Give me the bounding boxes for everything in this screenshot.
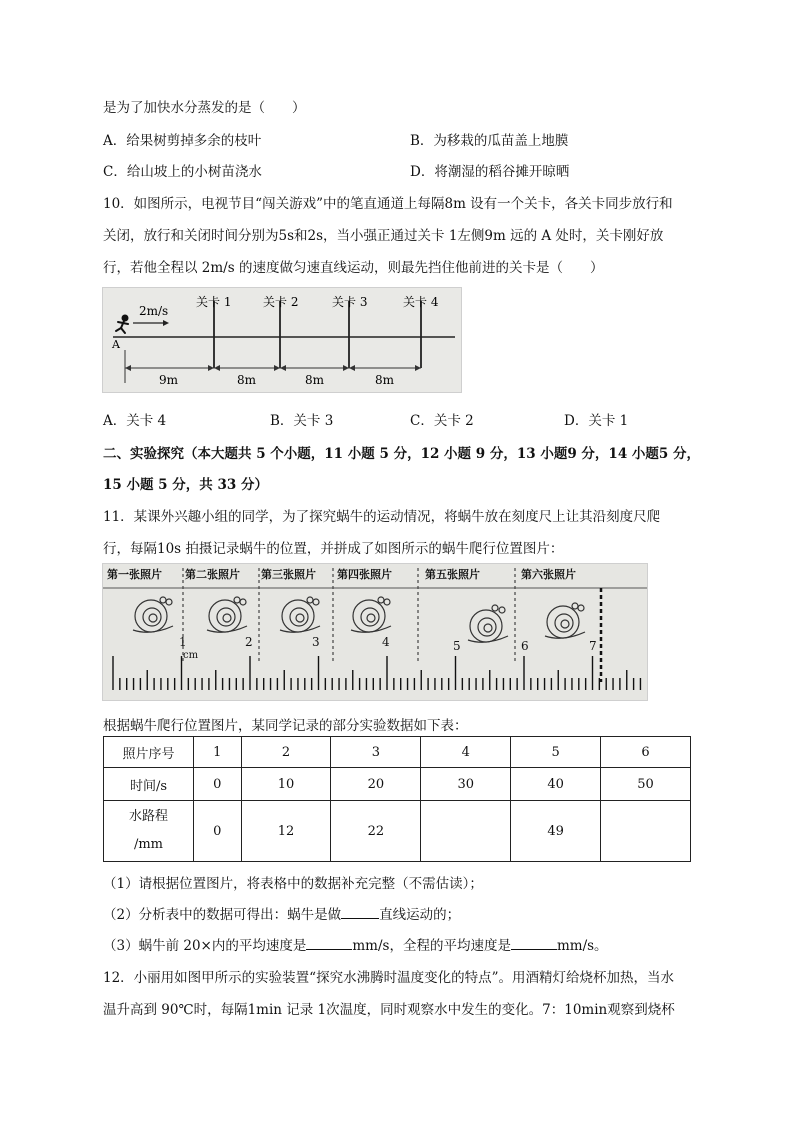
- photo-label-4: 第四张照片: [337, 568, 392, 581]
- q11-data-table: [103, 736, 691, 862]
- ruler-unit: cm: [183, 650, 199, 661]
- table-cell-blank: [601, 801, 691, 862]
- gate-label-4: 关卡 4: [403, 295, 439, 309]
- table-header-cell: 照片序号: [104, 737, 194, 768]
- q9-stem: 是为了加快水分蒸发的是（ ）: [103, 100, 306, 116]
- table-cell: 0: [194, 768, 242, 801]
- ruler-number-3: 3: [312, 635, 320, 649]
- q11-line-2: 行，每隔10s 拍摄记录蜗牛的位置，并拼成了如图所示的蜗牛爬行位置图片：: [103, 541, 564, 557]
- q11-sub-2: [103, 903, 460, 923]
- table-header-distance-unit: /mm: [133, 837, 164, 852]
- ruler-number-6: 6: [521, 639, 529, 653]
- table-cell: 6: [601, 737, 691, 768]
- ruler-number-1: 1: [179, 635, 187, 649]
- distance-label-1: 9m: [159, 373, 179, 387]
- photo-label-6: 第六张照片: [521, 568, 576, 581]
- answer-blank[interactable]: [511, 937, 557, 950]
- q10-option-d: D．关卡 1: [564, 413, 629, 429]
- q10-line-3: 行，若他全程以 2m/s 的速度做匀速直线运动，则最先挡住他前进的关卡是（ ）: [103, 260, 604, 276]
- q11-sub-2-text-a: （2）分析表中的数据可得出：蜗牛是做: [103, 907, 342, 923]
- q10-gate-figure: [102, 287, 462, 393]
- snail-icon-1: [133, 597, 173, 632]
- q11-sub-1: （1）请根据位置图片，将表格中的数据补充完整（不需估读）；: [103, 876, 483, 892]
- q11-sub-3-text-c: mm/s。: [556, 938, 608, 954]
- table-cell: 20: [331, 768, 421, 801]
- q12-line-1: 12．小丽用如图甲所示的实验装置“探究水沸腾时温度变化的特点”。用酒精灯给烧杯加热，当水: [103, 970, 674, 986]
- q11-snail-figure: [102, 563, 648, 701]
- table-header-cell: [104, 801, 194, 862]
- q9-option-a: A．给果树剪掉多余的枝叶: [103, 133, 262, 149]
- snail-icon-4: [351, 597, 391, 632]
- table-row-time: [104, 768, 691, 801]
- ruler-number-4: 4: [382, 635, 390, 649]
- q11-line-1: 11．某课外兴趣小组的同学，为了探究蜗牛的运动情况，将蜗牛放在刻度尺上让其沿刻度尺爬: [103, 509, 661, 525]
- distance-label-4: 8m: [375, 373, 395, 387]
- q11-sub-2-text-b: 直线运动的；: [379, 907, 461, 923]
- q11-sub-3-text-a: （3）蜗牛前 20×内的平均速度是: [103, 938, 307, 954]
- speed-label: 2m/s: [139, 304, 169, 318]
- photo-label-3: 第三张照片: [261, 568, 316, 581]
- gate-label-2: 关卡 2: [263, 295, 299, 309]
- photo-label-5: 第五张照片: [425, 568, 480, 581]
- table-cell: 12: [241, 801, 331, 862]
- distance-label-2: 8m: [237, 373, 257, 387]
- photo-label-1: 第一张照片: [107, 568, 162, 581]
- q9-option-b: B．为移栽的瓜苗盖上地膜: [410, 133, 569, 149]
- table-cell: 0: [194, 801, 242, 862]
- q11-sub-3: [103, 934, 608, 954]
- answer-blank[interactable]: [306, 937, 352, 950]
- photo-label-2: 第二张照片: [185, 568, 240, 581]
- ruler-number-5: 5: [453, 639, 461, 653]
- q12-line-2: 温升高到 90℃时，每隔1min 记录 1次温度，同时观察水中发生的变化。7：10min观察到烧杯: [103, 1002, 675, 1018]
- snail-icon-2: [207, 597, 247, 632]
- table-row-photo-index: [104, 737, 691, 768]
- q11-sub-3-text-b: mm/s，全程的平均速度是: [352, 938, 511, 954]
- table-cell: 3: [331, 737, 421, 768]
- table-header-distance-label: 水路程: [128, 809, 168, 824]
- table-cell: 22: [331, 801, 421, 862]
- table-cell: 4: [421, 737, 511, 768]
- q10-option-c: C．关卡 2: [410, 413, 474, 429]
- table-cell: 49: [511, 801, 601, 862]
- table-cell-blank: [421, 801, 511, 862]
- table-header-cell: 时间/s: [104, 768, 194, 801]
- table-cell: 50: [601, 768, 691, 801]
- snail-icon-5: [468, 605, 508, 642]
- table-cell: 30: [421, 768, 511, 801]
- gate-diagram: [103, 288, 461, 392]
- runner-icon: [116, 316, 128, 334]
- table-cell: 2: [241, 737, 331, 768]
- ruler-ticks: [113, 656, 640, 690]
- q9-option-c: C．给山坡上的小树苗浇水: [103, 164, 262, 180]
- table-cell: 5: [511, 737, 601, 768]
- section-2-heading: 二、实验探究（本大题共 5 个小题，11 小题 5 分，12 小题 9 分，13 小题9 分，14 小题5 分，: [103, 446, 701, 462]
- ruler-number-2: 2: [245, 635, 253, 649]
- snail-icon-6: [545, 603, 585, 638]
- gate-label-1: 关卡 1: [196, 295, 232, 309]
- gate-label-3: 关卡 3: [332, 295, 368, 309]
- q9-option-d: D．将潮湿的稻谷摊开晾晒: [410, 164, 570, 180]
- snail-icon-3: [280, 597, 320, 632]
- snail-ruler-diagram: [103, 564, 647, 700]
- q10-option-a: A．关卡 4: [103, 413, 167, 429]
- distance-label-3: 8m: [305, 373, 325, 387]
- q11-table-intro: 根据蜗牛爬行位置图片，某同学记录的部分实验数据如下表：: [103, 718, 468, 734]
- ruler-number-7: 7: [589, 639, 597, 653]
- q10-line-1: 10．如图所示，电视节目“闯关游戏”中的笔直通道上每隔8m 设有一个关卡，各关卡同步放行和: [103, 196, 673, 212]
- table-cell: 40: [511, 768, 601, 801]
- table-cell: 10: [241, 768, 331, 801]
- q10-option-b: B．关卡 3: [270, 413, 334, 429]
- q10-line-2: 关闭，放行和关闭时间分别为5s和2s，当小强正通过关卡 1左侧9m 远的 A 处时，关卡刚好放: [103, 228, 664, 244]
- section-2-heading-cont: 15 小题 5 分，共 33 分）: [103, 477, 268, 493]
- answer-blank[interactable]: [341, 906, 379, 919]
- table-row-distance: [104, 801, 691, 862]
- point-a-label: A: [112, 338, 120, 351]
- table-cell: 1: [194, 737, 242, 768]
